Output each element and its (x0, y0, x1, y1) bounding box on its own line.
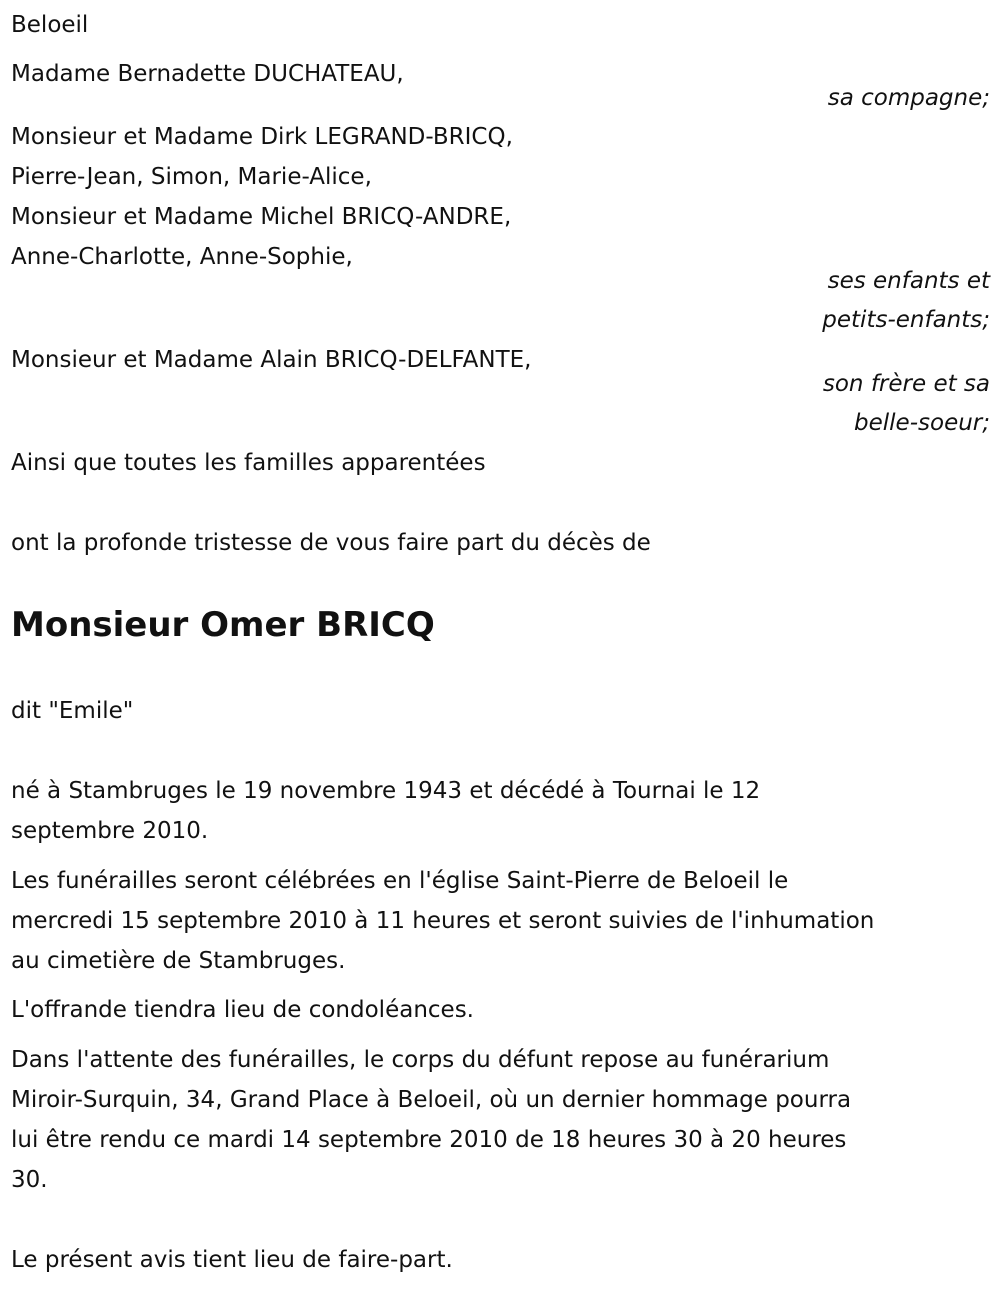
funeral-line: mercredi 15 septembre 2010 à 11 heures et seront suivies de l'inhumation (11, 908, 875, 934)
children-line: Monsieur et Madame Michel BRICQ-ANDRE, (11, 204, 512, 230)
other-families: Ainsi que toutes les familles apparentées (11, 450, 486, 476)
location: Beloeil (11, 12, 89, 38)
visitation-line: Dans l'attente des funérailles, le corps du défunt repose au funérarium (11, 1047, 830, 1073)
birth-death-line: septembre 2010. (11, 818, 209, 844)
sibling-relation: belle-soeur; (854, 410, 990, 436)
children-line: Monsieur et Madame Dirk LEGRAND-BRICQ, (11, 124, 513, 150)
nickname: dit "Emile" (11, 698, 134, 724)
funeral-line: Les funérailles seront célébrées en l'église Saint-Pierre de Beloeil le (11, 868, 789, 894)
offering: L'offrande tiendra lieu de condoléances. (11, 997, 474, 1023)
funeral-line: au cimetière de Stambruges. (11, 948, 346, 974)
deceased-name: Monsieur Omer BRICQ (11, 605, 435, 645)
partner-name: Madame Bernadette DUCHATEAU, (11, 61, 404, 87)
visitation-line: Miroir-Surquin, 34, Grand Place à Beloeil, où un dernier hommage pourra (11, 1087, 852, 1113)
sibling-relation: son frère et sa (822, 371, 990, 397)
visitation-line: 30. (11, 1167, 48, 1193)
children-line: Pierre-Jean, Simon, Marie-Alice, (11, 164, 372, 190)
birth-death-line: né à Stambruges le 19 novembre 1943 et décédé à Tournai le 12 (11, 778, 761, 804)
sibling-name: Monsieur et Madame Alain BRICQ-DELFANTE, (11, 347, 532, 373)
children-relation: petits-enfants; (822, 307, 990, 333)
announcement: ont la profonde tristesse de vous faire part du décès de (11, 530, 651, 556)
visitation-line: lui être rendu ce mardi 14 septembre 2010 de 18 heures 30 à 20 heures (11, 1127, 847, 1153)
partner-relation: sa compagne; (827, 85, 990, 111)
children-line: Anne-Charlotte, Anne-Sophie, (11, 244, 353, 270)
children-relation: ses enfants et (827, 268, 990, 294)
closing-note: Le présent avis tient lieu de faire-part. (11, 1247, 453, 1273)
